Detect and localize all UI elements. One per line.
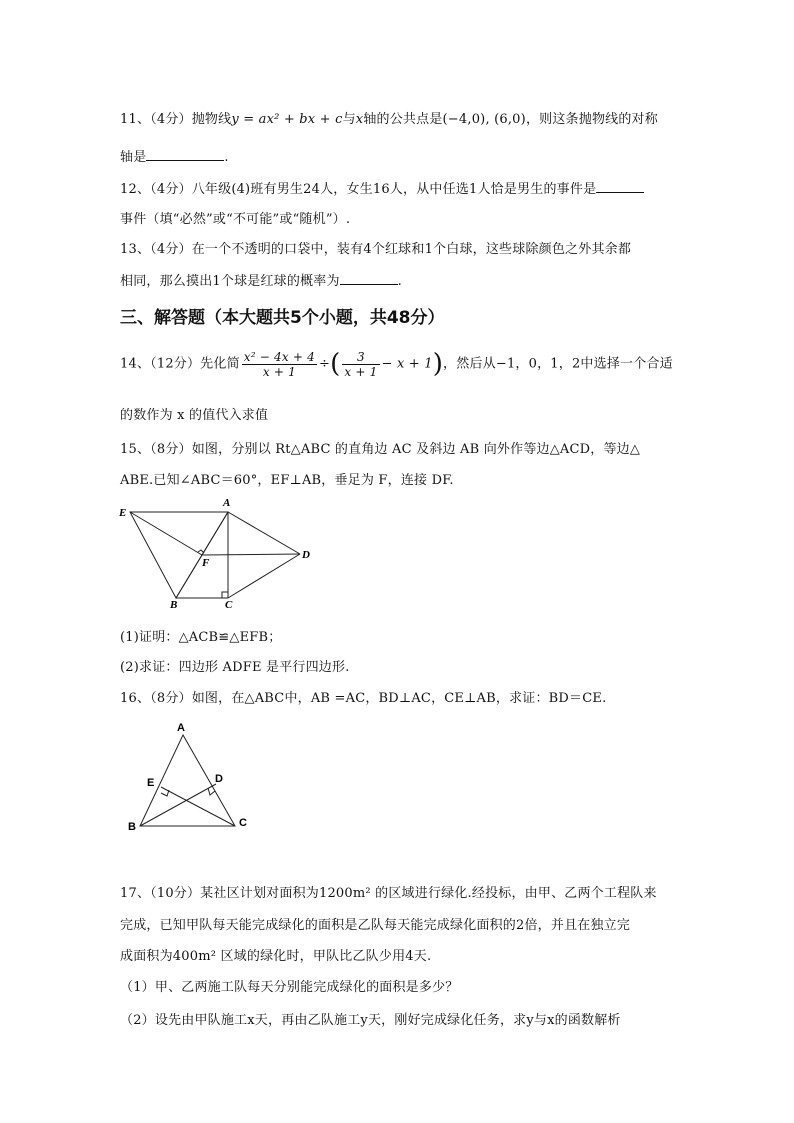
- q14-frac1-den: x + 1: [262, 364, 296, 379]
- q17-text: 17、（10分）某社区计划对面积为1200m² 的区域进行绿化.经投标，由甲、乙两个工程队来: [120, 886, 657, 901]
- section-title: 三、解答题（本大题共5个小题，共48分）: [120, 308, 445, 328]
- q13-line2: [120, 270, 402, 289]
- q17-text-2: 完成，已知甲队每天能完成绿化的面积是乙队每天能完成绿化面积的2倍，并且在独立完: [120, 918, 631, 933]
- q13-text-2: 相同，那么摸出1个球是红球的概率为: [120, 274, 340, 289]
- q15-part1: [120, 626, 281, 645]
- q16-figure: [124, 718, 256, 834]
- q15-part2: [120, 656, 350, 675]
- q11-mid1: 与: [342, 112, 356, 127]
- q11-answer-blank[interactable]: [146, 148, 224, 161]
- q15-figure: [114, 494, 320, 612]
- q15-label-e: E: [119, 507, 127, 519]
- q12-answer-blank[interactable]: [596, 180, 644, 193]
- q15-label-b: B: [170, 599, 178, 611]
- q13-line1: [120, 238, 631, 257]
- q14-paren-open: (: [330, 349, 341, 379]
- q17-line1: [120, 882, 657, 901]
- q16-label-c: C: [239, 817, 247, 829]
- q16-label-d: D: [215, 773, 223, 785]
- q11-mid2: 轴的公共点是: [363, 112, 443, 127]
- q17-part1-text: （1）甲、乙两施工队每天分别能完成绿化的面积是多少？: [120, 980, 459, 995]
- q16-label-a: A: [177, 722, 185, 734]
- q17-line3: [120, 945, 431, 964]
- q11-suffix: ，则这条抛物线的对称: [525, 112, 658, 127]
- q11-line2-suffix: .: [224, 150, 229, 165]
- q17-part2: [120, 1009, 621, 1028]
- q14-line2: [120, 404, 268, 423]
- q14-prefix: 14、（12分）先化简: [120, 356, 240, 372]
- q11-x: x: [355, 112, 364, 127]
- q17-line2: [120, 914, 630, 933]
- q17-part2-text: （2）设先由甲队施工x天，再由乙队施工y天，刚好完成绿化任务，求y与x的函数解析: [120, 1013, 621, 1028]
- q12-line2: [120, 208, 350, 227]
- q11-line1: [120, 108, 658, 127]
- q14-fraction-1: [242, 350, 317, 379]
- q15-line1: [120, 438, 640, 457]
- q14-div: ÷: [318, 356, 331, 372]
- q15-text: 15、（8分）如图，分别以 Rt△ABC 的直角边 AC 及斜边 AB 向外作等边△ACD，等边△: [120, 442, 641, 457]
- q14-frac1-num: x² − 4x + 4: [243, 349, 315, 364]
- q15-text-2: ABE.已知∠ABC＝60°，EF⊥AB，垂足为 F，连接 DF.: [120, 473, 454, 488]
- q12-line1: [120, 178, 644, 197]
- q16-label-e: E: [147, 777, 155, 789]
- q16-text: 16、（8分）如图，在△ABC中，AB =AC，BD⊥AC，CE⊥AB，求证：BD＝CE.: [120, 691, 607, 706]
- q13-text: 13、（4分）在一个不透明的口袋中，装有4个红球和1个白球，这些球除颜色之外其余都: [120, 242, 632, 257]
- q15-label-c: C: [225, 599, 233, 611]
- q15-label-a: A: [223, 497, 231, 509]
- q17-text-3: 成面积为400m² 区域的绿化时，甲队比乙队少用4天.: [120, 949, 432, 964]
- q15-line2: [120, 469, 454, 488]
- q11-prefix: 11、（4分）抛物线: [120, 112, 232, 127]
- q14-tail: − x + 1: [381, 356, 433, 372]
- q14-suffix: ，然后从−1，0，1，2中选择一个合适: [443, 356, 673, 372]
- q15-label-d: D: [302, 549, 310, 561]
- q11-line2-prefix: 轴是: [120, 150, 147, 165]
- q14-paren-close: ): [432, 349, 444, 379]
- q15-part1-text: (1)证明：△ACB≌△EFB；: [120, 630, 282, 645]
- q14-frac2-den: x + 1: [344, 364, 378, 379]
- q14-text-2: 的数作为 x 的值代入求值: [120, 408, 269, 423]
- q15-part2-text: (2)求证：四边形 ADFE 是平行四边形.: [120, 660, 350, 675]
- q11-formula: y = ax² + bx + c: [231, 112, 343, 127]
- q14-frac2-num: 3: [342, 350, 379, 365]
- q14-fraction-2: [342, 350, 379, 379]
- q17-part1: [120, 976, 458, 995]
- q12-text-2: 事件（填“必然”或“不可能”或“随机”）.: [120, 212, 351, 227]
- q15-label-f: F: [202, 557, 210, 569]
- q13-answer-blank[interactable]: [340, 272, 398, 285]
- q11-line2: [120, 146, 229, 165]
- q12-text: 12、（4分）八年级(4)班有男生24人，女生16人，从中任选1人恰是男生的事件是: [120, 182, 597, 197]
- q16-line1: [120, 687, 606, 706]
- q14-line1: [120, 342, 673, 387]
- q16-label-b: B: [128, 821, 136, 833]
- q11-points: (−4,0), (6,0): [442, 112, 526, 127]
- q13-suffix: .: [397, 274, 403, 289]
